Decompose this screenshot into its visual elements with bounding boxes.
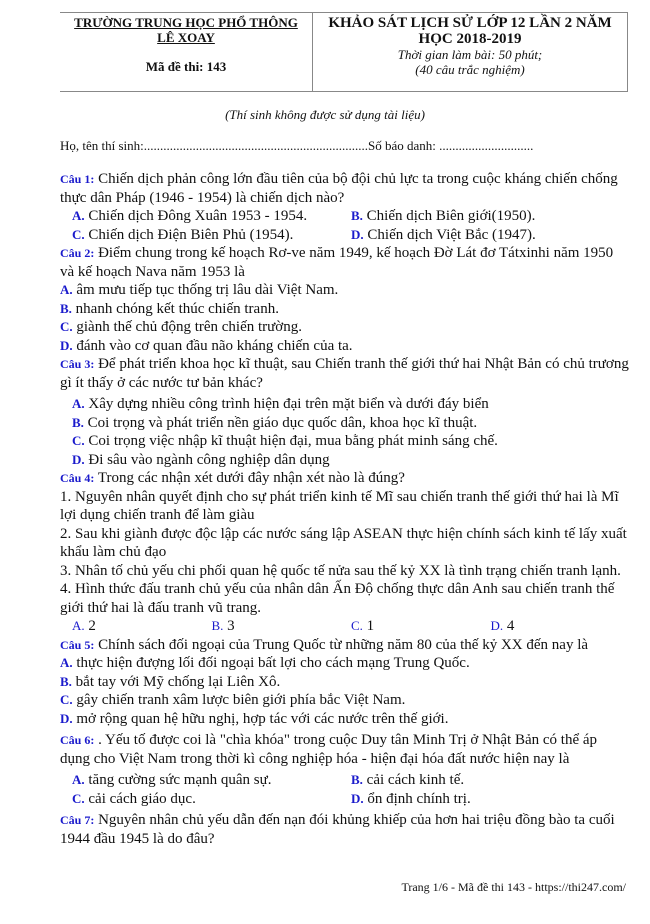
option-c: C. Coi trọng việc nhập kĩ thuật hiện đại, mua bằng phát minh sáng chế. (72, 433, 498, 449)
question-label: Câu 5: (60, 637, 95, 652)
question-label: Câu 2: (60, 246, 95, 260)
questions (60, 170, 630, 848)
question-7 (60, 808, 630, 848)
question-label: Câu 7: (60, 813, 95, 827)
question-text: Trong các nhận xét dưới đây nhận xét nào là đúng? (94, 470, 405, 486)
candidate-id-field: Số báo danh: ............................. (368, 138, 534, 153)
question-1 (60, 170, 630, 244)
option-a: A. tăng cường sức mạnh quân sự. (72, 772, 272, 788)
candidate-line (60, 138, 533, 154)
option-a: A. 2 (72, 618, 96, 634)
question-text: Để phát triển khoa học kĩ thuật, sau Chiến tranh thế giới thứ hai Nhật Bản có chủ trương gì ít thấy ở các nước tư bản khác? (60, 356, 629, 391)
question-2 (60, 244, 630, 355)
question-3 (60, 355, 630, 469)
question-text: . Yếu tố được coi là "chìa khóa" trong cuộc Duy tân Minh Trị ở Nhật Bản có thể áp dụng cho Việt Nam trong thời kì công nghiệp hóa - hiện đại hóa đất nước hiện nay là (60, 732, 598, 767)
question-label: Câu 6: (60, 733, 95, 747)
question-4 (60, 469, 630, 636)
option-d: D. Chiến dịch Việt Bắc (1947). (351, 226, 536, 243)
option-a: A. Chiến dịch Đông Xuân 1953 - 1954. (72, 208, 308, 224)
option-d: D. mở rộng quan hệ hữu nghị, hợp tác với các nước trên thế giới. (60, 710, 449, 727)
option-d: D. Đi sâu vào ngành công nghiệp dân dụng (72, 451, 330, 468)
exam-title-line1: KHẢO SÁT LỊCH SỬ LỚP 12 LẦN 2 NĂM (328, 15, 612, 31)
option-b: B. bắt tay với Mỹ chống lại Liên Xô. (60, 673, 281, 690)
option-d: D. đánh vào cơ quan đầu não kháng chiến của ta. (60, 337, 353, 354)
option-c: C. giành thế chủ động trên chiến trường. (60, 319, 302, 335)
option-c: C. 1 (351, 618, 375, 634)
question-label: Câu 3: (60, 357, 95, 371)
option-b: B. Coi trọng và phát triển nền giáo dục quốc dân, khoa học kĩ thuật. (72, 414, 478, 431)
option-a: A. âm mưu tiếp tục thống trị lâu dài Việt Nam. (60, 282, 339, 298)
option-b: B. nhanh chóng kết thúc chiến tranh. (60, 300, 279, 317)
statement: 1. Nguyên nhân quyết định cho sự phát triển kinh tế Mĩ sau chiến tranh thế giới thứ hai là Mĩ lợi dụng chiến tranh để làm giàu (60, 488, 619, 523)
option-b: B. 3 (211, 618, 235, 634)
question-text: Điểm chung trong kế hoạch Rơ-ve năm 1949, kế hoạch Đờ Lát đơ Tátxinhi năm 1950 và kế hoạch Nava năm 1953 là (60, 245, 614, 280)
option-a: A. thực hiện đượng lối đối ngoại bất lợi cho cách mạng Trung Quốc. (60, 655, 470, 671)
exam-header (60, 12, 628, 92)
school-name-line2: LÊ XOAY (157, 30, 215, 45)
statement: 4. Hình thức đấu tranh chủ yếu của nhân dân Ấn Độ chống thực dân Anh sau chiến tranh thế giới thứ hai là đấu tranh vũ trang. (60, 581, 615, 616)
exam-duration: Thời gian làm bài: 50 phút; (397, 47, 543, 62)
page-footer: Trang 1/6 - Mã đề thi 143 - https://thi247.com/ (401, 880, 626, 894)
option-b: B. Chiến dịch Biên giới(1950). (351, 208, 536, 224)
option-d: D. 4 (490, 618, 515, 634)
exam-code: Mã đề thi: 143 (145, 59, 227, 74)
option-b: B. cải cách kinh tế. (351, 772, 465, 788)
statement: 2. Sau khi giành được độc lập các nước sáng lập ASEAN thực hiện chính sách kinh tế lấy xuất khẩu làm chủ đạo (60, 525, 627, 560)
option-c: C. Chiến dịch Điện Biên Phủ (1954). (72, 226, 294, 243)
option-c: C. cải cách giáo dục. (72, 790, 196, 807)
statement: 3. Nhân tố chủ yếu chi phối quan hệ quốc tế nửa sau thế kỷ XX là tình trạng chiến tranh lạnh. (60, 562, 621, 579)
candidate-name-field: Họ, tên thí sinh:..................................................................... (60, 138, 369, 153)
option-c: C. gây chiến tranh xâm lược biên giới phía bắc Việt Nam. (60, 692, 406, 708)
question-6 (60, 728, 630, 808)
school-name-line1: TRƯỜNG TRUNG HỌC PHỔ THÔNG (74, 15, 298, 30)
school-info (60, 13, 313, 91)
option-d: D. ổn định chính trị. (351, 790, 471, 807)
exam-info (313, 13, 628, 91)
question-text: Chính sách đối ngoại của Trung Quốc từ những năm 80 của thế kỷ XX đến nay là (94, 636, 589, 653)
no-materials-note: (Thí sinh không được sử dụng tài liệu) (225, 107, 425, 122)
exam-title-line2: HỌC 2018-2019 (418, 31, 522, 47)
question-label: Câu 4: (60, 471, 95, 485)
question-text: Chiến dịch phản công lớn đầu tiên của bộ đội chủ lực ta trong cuộc kháng chiến chống thực dân Pháp (1946 - 1954) là chiến dịch nào? (60, 171, 618, 206)
question-label: Câu 1: (60, 172, 95, 186)
option-a: A. Xây dựng nhiều công trình hiện đại trên mặt biển và dưới đáy biển (72, 396, 489, 412)
exam-question-count: (40 câu trắc nghiệm) (415, 62, 525, 77)
question-text: Nguyên nhân chủ yếu dẫn đến nạn đói khủng khiếp của hơn hai triệu đồng bào ta cuối 1944 đầu 1945 là do đâu? (60, 812, 615, 847)
question-5 (60, 636, 630, 729)
